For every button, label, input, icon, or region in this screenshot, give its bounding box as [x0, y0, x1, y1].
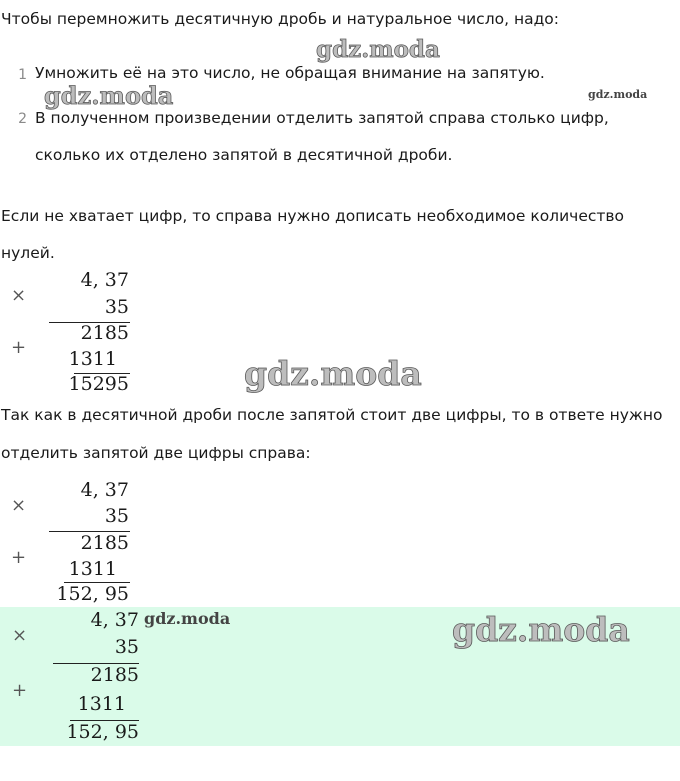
explanation-line1: Так как в десятичной дроби после запятой стоит две цифры, то в ответе нужно	[1, 406, 663, 424]
partial-product-2: 1311	[77, 693, 126, 715]
factor-2: 35	[104, 505, 129, 527]
multiply-sign: ×	[11, 495, 27, 516]
note-line1: Если не хватает цифр, то справа нужно дописать необходимое количество	[1, 207, 625, 225]
step-2-line1: В полученном произведении отделить запятой справа столько цифр,	[35, 109, 609, 127]
factor-2: 35	[114, 636, 139, 658]
step-1-text: Умножить её на это число, не обращая внимание на запятую.	[35, 64, 545, 82]
multiply-sign: ×	[11, 285, 27, 306]
factor-1: 4, 37	[80, 479, 129, 501]
factor-2: 35	[104, 296, 129, 318]
watermark-logo: gdz.moda	[452, 610, 630, 649]
step-2-line2: сколько их отделено запятой в десятичной дроби.	[35, 146, 453, 164]
plus-sign: +	[12, 680, 28, 701]
watermark-logo: gdz.moda	[316, 36, 440, 63]
product-result: 152, 95	[66, 721, 139, 743]
plus-sign: +	[11, 337, 27, 358]
step-2-number: 2	[18, 111, 27, 127]
multiply-sign: ×	[12, 625, 28, 646]
partial-product-2: 1311	[68, 558, 117, 580]
watermark-logo: gdz.moda	[144, 609, 231, 628]
partial-product-1: 2185	[80, 532, 129, 554]
product-result: 152, 95	[56, 583, 129, 605]
note-line2: нулей.	[1, 244, 55, 262]
watermark-logo: gdz.moda	[44, 81, 174, 110]
product-result: 15295	[68, 373, 129, 395]
factor-1: 4, 37	[90, 609, 139, 631]
partial-product-2: 1311	[68, 348, 117, 370]
partial-product-1: 2185	[80, 322, 129, 344]
watermark-logo: gdz.moda	[588, 88, 648, 101]
calculation-2	[0, 476, 680, 606]
intro-text: Чтобы перемножить десятичную дробь и натуральное число, надо:	[1, 10, 559, 28]
factor-1: 4, 37	[80, 269, 129, 291]
plus-sign: +	[11, 547, 27, 568]
watermark-logo: gdz.moda	[244, 354, 422, 393]
step-1-number: 1	[18, 67, 27, 83]
partial-product-1: 2185	[90, 664, 139, 686]
explanation-line2: отделить запятой две цифры справа:	[1, 444, 311, 462]
